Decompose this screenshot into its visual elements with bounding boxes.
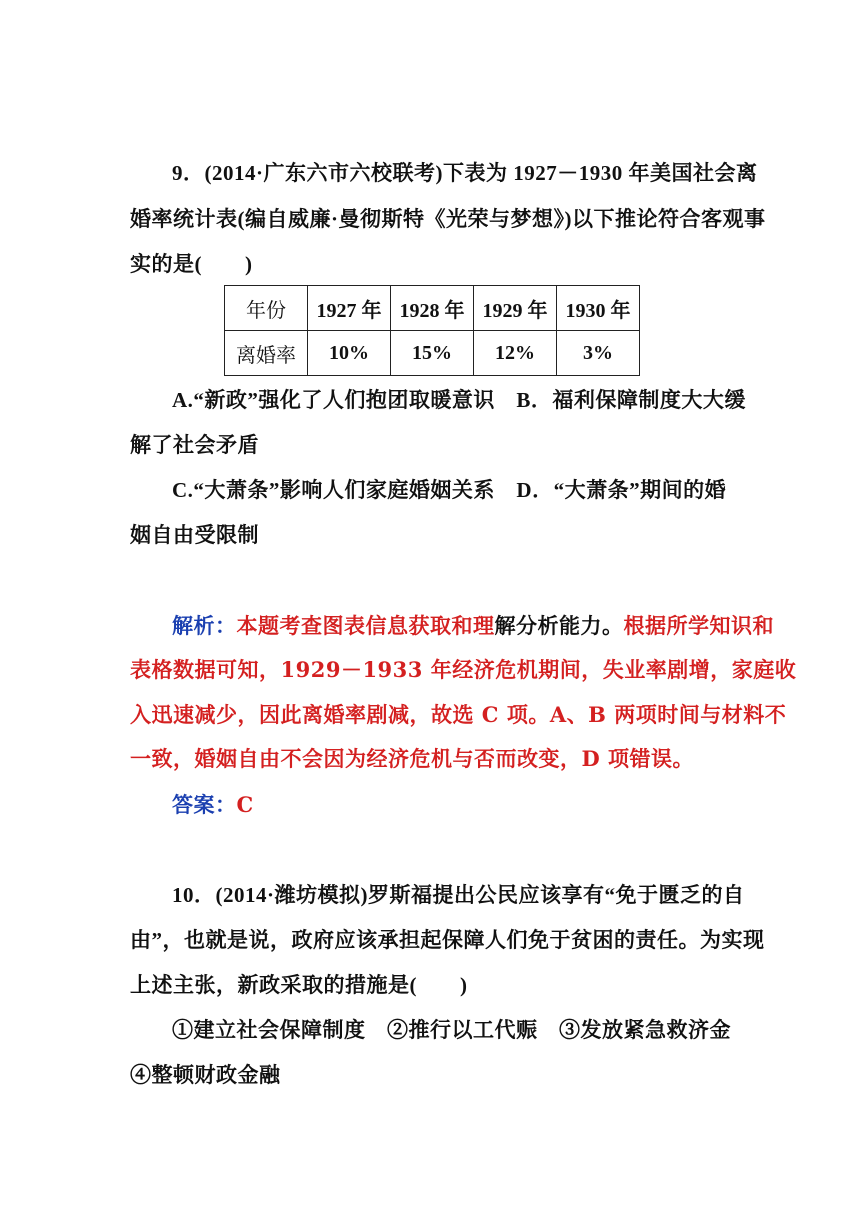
- q9-stem-3: 实的是( ): [130, 252, 253, 276]
- q9-option-ab-2: 解了社会矛盾: [130, 433, 259, 457]
- analysis-line-2: 表格数据可知，1929－1933 年经济危机期间，失业率剧增，家庭收: [130, 657, 797, 682]
- q10-items-1: ①建立社会保障制度 ②推行以工代赈 ③发放紧急救济金: [172, 1018, 731, 1042]
- q9-number: 9．: [172, 161, 205, 185]
- q9-stem-1: 下表为 1927－1930 年美国社会离: [443, 161, 758, 185]
- analysis-line-1: [172, 611, 774, 641]
- answer-label: 答案：: [172, 792, 237, 817]
- analysis-label: 解析：: [172, 613, 237, 638]
- analysis-line-3: 入迅速减少，因此离婚率剧减，故选 C 项。A、B 两项时间与材料不: [130, 702, 787, 727]
- analysis-text-red: 本题考查图表信息获取和理: [236, 613, 495, 638]
- table-year-cell: 1927 年: [308, 286, 391, 331]
- q10-stem-3: 上述主张，新政采取的措施是( ): [130, 973, 468, 997]
- q9-line-1: [172, 158, 758, 188]
- table-rate-cell: 3%: [557, 331, 640, 376]
- q10-stem-2: 由”，也就是说，政府应该承担起保障人们免于贫困的责任。为实现: [130, 928, 765, 952]
- q9-option-cd-1: C.“大萧条”影响人们家庭婚姻关系 D．“大萧条”期间的婚: [172, 478, 727, 502]
- q10-number: 10．: [172, 883, 216, 907]
- divorce-rate-table: [224, 285, 640, 376]
- table-rate-cell: 10%: [308, 331, 391, 376]
- table-row-label: 离婚率: [225, 331, 308, 376]
- analysis-text-dark: 解分析能力。: [494, 613, 624, 638]
- analysis-text-red-2: 根据所学知识和: [623, 613, 774, 638]
- table-row-rates: [225, 331, 640, 376]
- table-header-label: 年份: [225, 286, 308, 331]
- answer-value: C: [236, 792, 254, 817]
- answer-line: [172, 790, 254, 820]
- q9-source: (2014·广东六市六校联考): [204, 161, 443, 185]
- q10-stem-1: 罗斯福提出公民应该享有“免于匮乏的自: [368, 883, 745, 907]
- table-year-cell: 1929 年: [474, 286, 557, 331]
- table-year-cell: 1928 年: [391, 286, 474, 331]
- q10-line-1: [172, 880, 745, 910]
- table-rate-cell: 15%: [391, 331, 474, 376]
- table-rate-cell: 12%: [474, 331, 557, 376]
- q10-source: (2014·潍坊模拟): [215, 883, 368, 907]
- analysis-line-4: 一致，婚姻自由不会因为经济危机与否而改变，D 项错误。: [130, 746, 695, 771]
- table-year-cell: 1930 年: [557, 286, 640, 331]
- table-row-years: [225, 286, 640, 331]
- q10-items-2: ④整顿财政金融: [130, 1063, 281, 1087]
- q9-option-ab-1: A.“新政”强化了人们抱团取暖意识 B．福利保障制度大大缓: [172, 388, 746, 412]
- q9-stem-2: 婚率统计表(编自威廉·曼彻斯特《光荣与梦想》)以下推论符合客观事: [130, 207, 766, 231]
- q9-option-cd-2: 姻自由受限制: [130, 523, 259, 547]
